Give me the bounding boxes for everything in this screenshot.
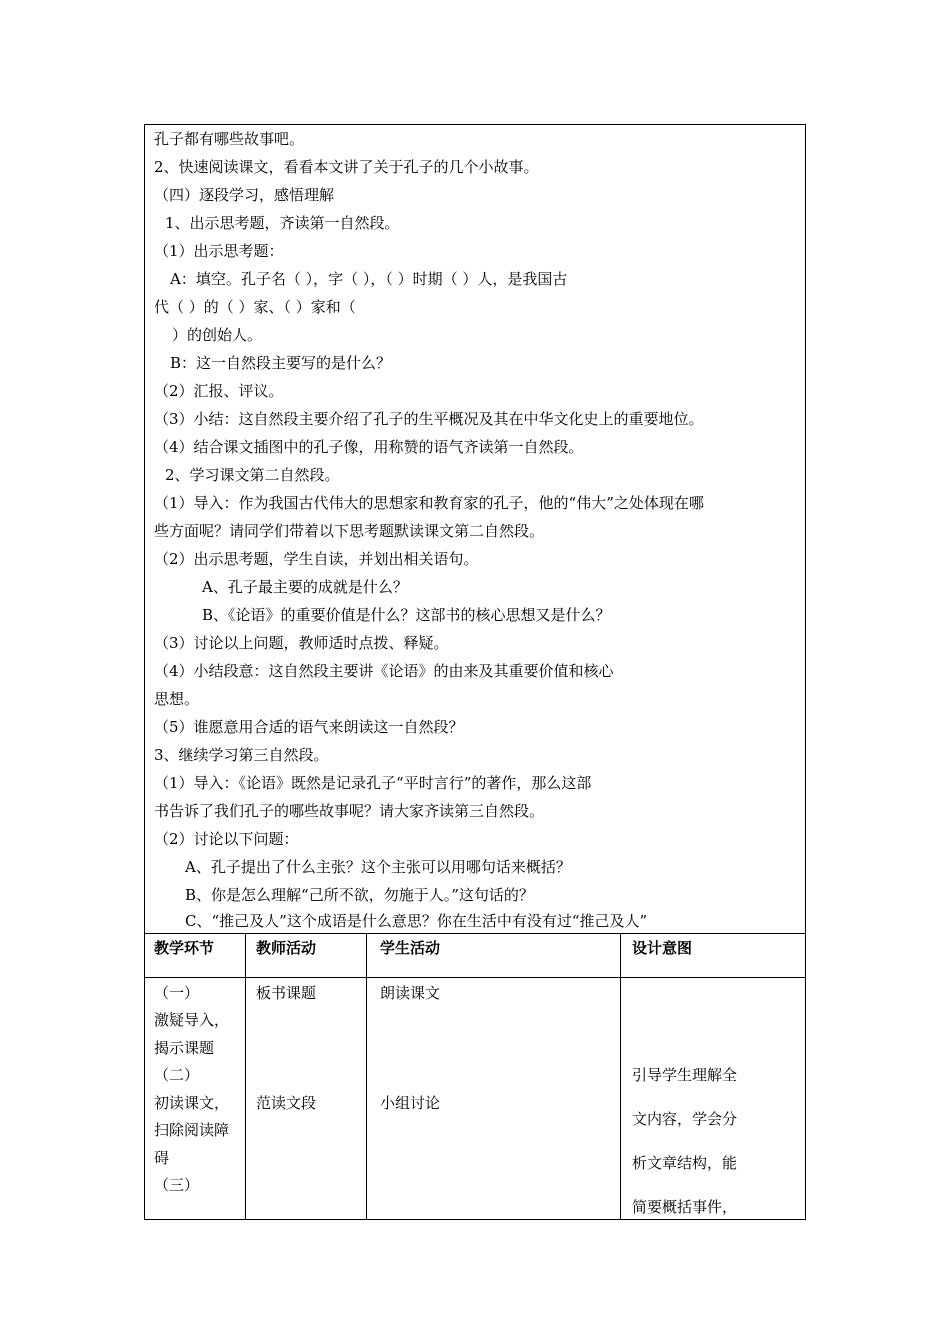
table-cell-stage: 初读课文， xyxy=(154,1094,230,1112)
table-cell-intent: 文内容，学会分 xyxy=(632,1110,738,1128)
table-cell-stage: 激疑导入， xyxy=(154,1011,230,1029)
table-cell-teacher: 范读文段 xyxy=(256,1094,317,1112)
text-line: 1、出示思考题，齐读第一自然段。 xyxy=(165,214,400,232)
table-cell-intent: 简要概括事件， xyxy=(632,1198,738,1216)
text-line: （5）谁愿意用合适的语气来朗读这一自然段？ xyxy=(154,718,464,736)
table-cell-stage: （三） xyxy=(154,1176,200,1194)
text-line: （4）结合课文插图中的孔子像，用称赞的语气齐读第一自然段。 xyxy=(154,438,584,456)
text-line: B、《论语》的重要价值是什么？这部书的核心思想又是什么？ xyxy=(202,606,611,624)
text-line: 思想。 xyxy=(154,690,200,708)
text-line: （2）讨论以下问题： xyxy=(154,830,299,848)
text-line: 书告诉了我们孔子的哪些故事呢？请大家齐读第三自然段。 xyxy=(154,802,545,820)
table-cell-intent: 引导学生理解全 xyxy=(632,1066,738,1084)
text-line: （2）汇报、评议。 xyxy=(154,382,284,400)
table-cell-teacher: 板书课题 xyxy=(256,984,317,1002)
text-line: B、你是怎么理解“己所不欲，勿施于人。”这句话的？ xyxy=(185,886,534,904)
text-line: （1）导入：《论语》既然是记录孔子“平时言行”的著作，那么这部 xyxy=(154,774,592,792)
text-line: C、“推己及人”这个成语是什么意思？你在生活中有没有过“推己及人” xyxy=(185,912,648,930)
text-line: ）的创始人。 xyxy=(172,326,263,344)
text-line: （1）导入：作为我国古代伟大的思想家和教育家的孔子，他的“伟大”之处体现在哪 xyxy=(154,494,704,512)
text-line: 孔子都有哪些故事吧。 xyxy=(154,130,305,148)
text-line: 些方面呢？请同学们带着以下思考题默读课文第二自然段。 xyxy=(154,522,545,540)
table-header-intent: 设计意图 xyxy=(632,939,693,957)
text-line: A、孔子提出了什么主张？这个主张可以用哪句话来概括？ xyxy=(185,858,571,876)
table-header-border xyxy=(144,977,806,978)
text-line: （1）出示思考题： xyxy=(154,242,284,260)
text-line: （2）出示思考题，学生自读，并划出相关语句。 xyxy=(154,550,479,568)
table-cell-stage: （二） xyxy=(154,1066,200,1084)
table-cell-stage: 揭示课题 xyxy=(154,1039,215,1057)
text-line: （四）逐段学习，感悟理解 xyxy=(154,186,335,204)
text-line: A：填空。孔子名（ ），字（ ），（ ）时期（ ）人，是我国古 xyxy=(170,270,568,288)
table-header-student: 学生活动 xyxy=(380,939,441,957)
table-col-divider xyxy=(245,933,246,1220)
table-cell-student: 小组讨论 xyxy=(380,1094,441,1112)
text-line: （4）小结段意：这自然段主要讲《论语》的由来及其重要价值和核心 xyxy=(154,662,614,680)
text-line: A、孔子最主要的成就是什么？ xyxy=(202,578,408,596)
text-line: （3）小结：这自然段主要介绍了孔子的生平概况及其在中华文化史上的重要地位。 xyxy=(154,410,704,428)
table-header-teacher: 教师活动 xyxy=(256,939,317,957)
table-top-border xyxy=(144,933,806,934)
table-cell-stage: 碍 xyxy=(154,1149,170,1167)
table-cell-intent: 析文章结构，能 xyxy=(632,1154,738,1172)
text-line: 2、快速阅读课文，看看本文讲了关于孔子的几个小故事。 xyxy=(154,158,539,176)
table-cell-stage: 扫除阅读障 xyxy=(154,1121,230,1139)
text-line: （3）讨论以上问题，教师适时点拨、释疑。 xyxy=(154,634,449,652)
table-col-divider xyxy=(620,933,621,1220)
text-line: 3、继续学习第三自然段。 xyxy=(154,746,329,764)
text-line: 代（ ）的（ ）家、（ ）家和（ xyxy=(154,298,356,316)
table-cell-student: 朗读课文 xyxy=(380,984,441,1002)
text-line: 2、学习课文第二自然段。 xyxy=(165,466,340,484)
table-cell-stage: （一） xyxy=(154,984,200,1002)
text-line: B：这一自然段主要写的是什么？ xyxy=(170,354,392,372)
table-header-stage: 教学环节 xyxy=(154,939,215,957)
table-col-divider xyxy=(366,933,367,1220)
